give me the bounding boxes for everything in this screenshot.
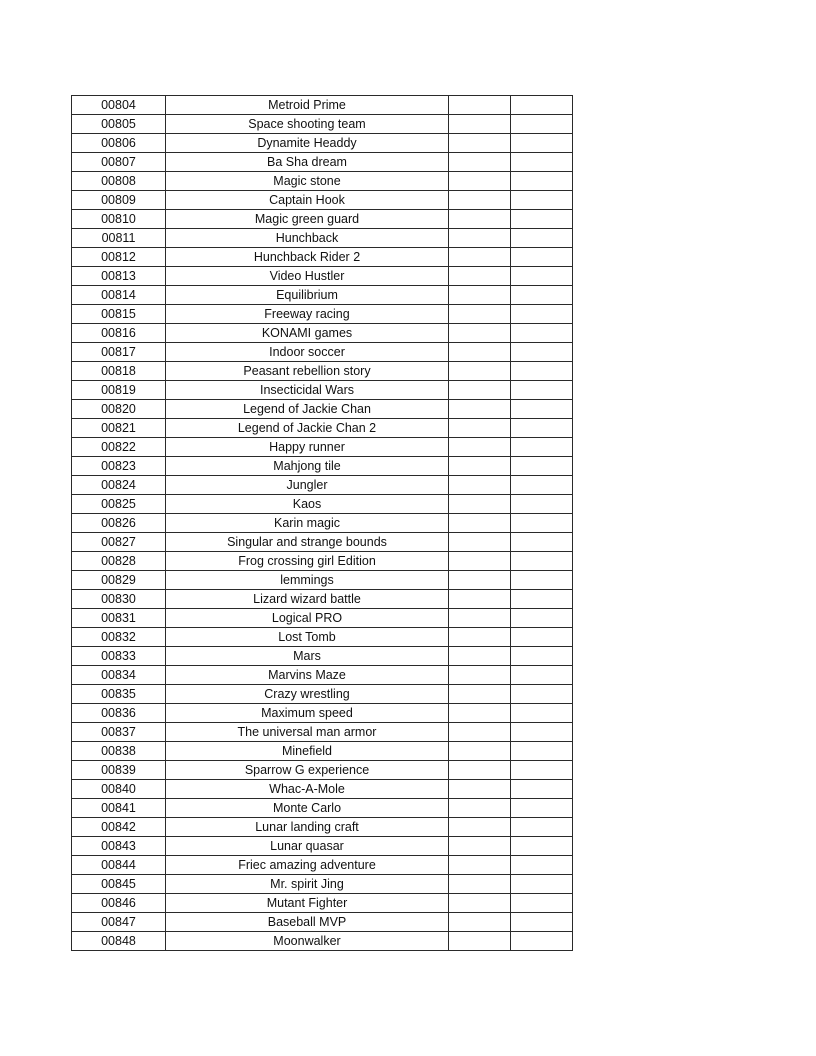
empty-cell xyxy=(511,590,573,609)
game-id-cell: 00845 xyxy=(72,875,166,894)
empty-cell xyxy=(511,932,573,951)
empty-cell xyxy=(449,818,511,837)
table-row xyxy=(72,153,573,172)
table-row xyxy=(72,856,573,875)
table-row xyxy=(72,381,573,400)
empty-cell xyxy=(449,96,511,115)
game-name-cell: Moonwalker xyxy=(166,932,449,951)
game-name-cell: Lunar landing craft xyxy=(166,818,449,837)
game-id-cell: 00826 xyxy=(72,514,166,533)
empty-cell xyxy=(511,913,573,932)
table-row xyxy=(72,685,573,704)
table-row xyxy=(72,837,573,856)
table-row xyxy=(72,514,573,533)
empty-cell xyxy=(449,780,511,799)
game-name-cell: Dynamite Headdy xyxy=(166,134,449,153)
game-id-cell: 00825 xyxy=(72,495,166,514)
table-row xyxy=(72,134,573,153)
empty-cell xyxy=(449,533,511,552)
table-row xyxy=(72,666,573,685)
empty-cell xyxy=(449,134,511,153)
game-name-cell: Maximum speed xyxy=(166,704,449,723)
game-name-cell: Monte Carlo xyxy=(166,799,449,818)
game-id-cell: 00844 xyxy=(72,856,166,875)
empty-cell xyxy=(449,305,511,324)
game-id-cell: 00805 xyxy=(72,115,166,134)
empty-cell xyxy=(511,818,573,837)
empty-cell xyxy=(449,875,511,894)
empty-cell xyxy=(511,704,573,723)
empty-cell xyxy=(449,742,511,761)
empty-cell xyxy=(449,514,511,533)
game-list-table xyxy=(71,95,573,951)
table-row xyxy=(72,210,573,229)
table-row xyxy=(72,533,573,552)
game-id-cell: 00836 xyxy=(72,704,166,723)
game-name-cell: Karin magic xyxy=(166,514,449,533)
empty-cell xyxy=(449,210,511,229)
empty-cell xyxy=(449,932,511,951)
empty-cell xyxy=(511,742,573,761)
empty-cell xyxy=(449,761,511,780)
empty-cell xyxy=(511,286,573,305)
empty-cell xyxy=(449,495,511,514)
empty-cell xyxy=(449,248,511,267)
table-row xyxy=(72,913,573,932)
empty-cell xyxy=(449,571,511,590)
empty-cell xyxy=(449,628,511,647)
game-id-cell: 00814 xyxy=(72,286,166,305)
game-id-cell: 00842 xyxy=(72,818,166,837)
empty-cell xyxy=(449,324,511,343)
game-name-cell: Insecticidal Wars xyxy=(166,381,449,400)
table-row xyxy=(72,894,573,913)
table-row xyxy=(72,875,573,894)
empty-cell xyxy=(511,438,573,457)
empty-cell xyxy=(511,533,573,552)
game-name-cell: Lizard wizard battle xyxy=(166,590,449,609)
game-name-cell: Space shooting team xyxy=(166,115,449,134)
empty-cell xyxy=(511,115,573,134)
game-name-cell: Logical PRO xyxy=(166,609,449,628)
game-id-cell: 00828 xyxy=(72,552,166,571)
empty-cell xyxy=(449,894,511,913)
empty-cell xyxy=(511,210,573,229)
empty-cell xyxy=(511,894,573,913)
game-name-cell: Mars xyxy=(166,647,449,666)
empty-cell xyxy=(511,628,573,647)
empty-cell xyxy=(449,723,511,742)
table-row xyxy=(72,305,573,324)
game-name-cell: Captain Hook xyxy=(166,191,449,210)
game-id-cell: 00841 xyxy=(72,799,166,818)
table-row xyxy=(72,400,573,419)
game-name-cell: Kaos xyxy=(166,495,449,514)
game-id-cell: 00813 xyxy=(72,267,166,286)
game-id-cell: 00823 xyxy=(72,457,166,476)
empty-cell xyxy=(511,381,573,400)
table-row xyxy=(72,267,573,286)
game-id-cell: 00843 xyxy=(72,837,166,856)
table-row xyxy=(72,723,573,742)
table-row xyxy=(72,172,573,191)
game-name-cell: Hunchback Rider 2 xyxy=(166,248,449,267)
empty-cell xyxy=(449,647,511,666)
game-id-cell: 00810 xyxy=(72,210,166,229)
empty-cell xyxy=(511,153,573,172)
table-row xyxy=(72,476,573,495)
game-name-cell: Mahjong tile xyxy=(166,457,449,476)
table-row xyxy=(72,571,573,590)
empty-cell xyxy=(449,685,511,704)
table-row xyxy=(72,647,573,666)
table-row xyxy=(72,286,573,305)
empty-cell xyxy=(449,476,511,495)
empty-cell xyxy=(449,267,511,286)
empty-cell xyxy=(511,457,573,476)
empty-cell xyxy=(511,723,573,742)
game-name-cell: Crazy wrestling xyxy=(166,685,449,704)
game-name-cell: Magic green guard xyxy=(166,210,449,229)
empty-cell xyxy=(511,191,573,210)
table-row xyxy=(72,419,573,438)
empty-cell xyxy=(511,780,573,799)
game-id-cell: 00820 xyxy=(72,400,166,419)
game-name-cell: Indoor soccer xyxy=(166,343,449,362)
game-id-cell: 00822 xyxy=(72,438,166,457)
game-name-cell: Lunar quasar xyxy=(166,837,449,856)
empty-cell xyxy=(511,305,573,324)
empty-cell xyxy=(511,609,573,628)
table-row xyxy=(72,96,573,115)
table-row xyxy=(72,761,573,780)
game-name-cell: The universal man armor xyxy=(166,723,449,742)
game-name-cell: Ba Sha dream xyxy=(166,153,449,172)
table-row xyxy=(72,704,573,723)
empty-cell xyxy=(449,286,511,305)
empty-cell xyxy=(449,799,511,818)
table-row xyxy=(72,590,573,609)
empty-cell xyxy=(511,324,573,343)
game-id-cell: 00830 xyxy=(72,590,166,609)
game-id-cell: 00847 xyxy=(72,913,166,932)
game-id-cell: 00815 xyxy=(72,305,166,324)
table-row xyxy=(72,552,573,571)
empty-cell xyxy=(449,837,511,856)
game-id-cell: 00840 xyxy=(72,780,166,799)
empty-cell xyxy=(449,438,511,457)
empty-cell xyxy=(511,685,573,704)
game-id-cell: 00824 xyxy=(72,476,166,495)
empty-cell xyxy=(449,191,511,210)
game-name-cell: Mr. spirit Jing xyxy=(166,875,449,894)
game-id-cell: 00837 xyxy=(72,723,166,742)
game-id-cell: 00829 xyxy=(72,571,166,590)
empty-cell xyxy=(511,647,573,666)
empty-cell xyxy=(511,229,573,248)
table-row xyxy=(72,799,573,818)
game-name-cell: Video Hustler xyxy=(166,267,449,286)
game-name-cell: Happy runner xyxy=(166,438,449,457)
game-id-cell: 00818 xyxy=(72,362,166,381)
game-id-cell: 00832 xyxy=(72,628,166,647)
empty-cell xyxy=(511,552,573,571)
table-row xyxy=(72,115,573,134)
empty-cell xyxy=(449,590,511,609)
empty-cell xyxy=(511,799,573,818)
game-name-cell: Baseball MVP xyxy=(166,913,449,932)
empty-cell xyxy=(449,913,511,932)
game-id-cell: 00811 xyxy=(72,229,166,248)
empty-cell xyxy=(511,856,573,875)
game-name-cell: Minefield xyxy=(166,742,449,761)
game-id-cell: 00808 xyxy=(72,172,166,191)
game-name-cell: Freeway racing xyxy=(166,305,449,324)
empty-cell xyxy=(511,419,573,438)
game-id-cell: 00834 xyxy=(72,666,166,685)
game-id-cell: 00821 xyxy=(72,419,166,438)
empty-cell xyxy=(511,343,573,362)
game-id-cell: 00833 xyxy=(72,647,166,666)
table-row xyxy=(72,229,573,248)
game-id-cell: 00817 xyxy=(72,343,166,362)
empty-cell xyxy=(449,381,511,400)
empty-cell xyxy=(511,172,573,191)
empty-cell xyxy=(449,457,511,476)
empty-cell xyxy=(511,267,573,286)
game-id-cell: 00804 xyxy=(72,96,166,115)
empty-cell xyxy=(511,362,573,381)
empty-cell xyxy=(511,837,573,856)
game-name-cell: Peasant rebellion story xyxy=(166,362,449,381)
game-id-cell: 00827 xyxy=(72,533,166,552)
empty-cell xyxy=(449,704,511,723)
table-row xyxy=(72,438,573,457)
table-row xyxy=(72,742,573,761)
game-id-cell: 00839 xyxy=(72,761,166,780)
empty-cell xyxy=(511,514,573,533)
game-id-cell: 00819 xyxy=(72,381,166,400)
game-name-cell: Equilibrium xyxy=(166,286,449,305)
empty-cell xyxy=(511,476,573,495)
game-name-cell: Singular and strange bounds xyxy=(166,533,449,552)
table-row xyxy=(72,609,573,628)
table-row xyxy=(72,628,573,647)
game-id-cell: 00846 xyxy=(72,894,166,913)
empty-cell xyxy=(449,609,511,628)
empty-cell xyxy=(511,248,573,267)
empty-cell xyxy=(449,362,511,381)
table-row xyxy=(72,343,573,362)
game-id-cell: 00807 xyxy=(72,153,166,172)
table-row xyxy=(72,191,573,210)
table-row xyxy=(72,248,573,267)
game-id-cell: 00806 xyxy=(72,134,166,153)
game-name-cell: Marvins Maze xyxy=(166,666,449,685)
game-name-cell: Magic stone xyxy=(166,172,449,191)
empty-cell xyxy=(449,229,511,248)
game-list-body xyxy=(72,96,573,951)
game-name-cell: Metroid Prime xyxy=(166,96,449,115)
empty-cell xyxy=(449,115,511,134)
game-name-cell: KONAMI games xyxy=(166,324,449,343)
table-row xyxy=(72,932,573,951)
empty-cell xyxy=(511,96,573,115)
game-id-cell: 00816 xyxy=(72,324,166,343)
empty-cell xyxy=(449,856,511,875)
empty-cell xyxy=(511,400,573,419)
empty-cell xyxy=(511,571,573,590)
empty-cell xyxy=(449,666,511,685)
table-row xyxy=(72,818,573,837)
game-id-cell: 00838 xyxy=(72,742,166,761)
empty-cell xyxy=(449,153,511,172)
game-name-cell: Legend of Jackie Chan xyxy=(166,400,449,419)
game-name-cell: Legend of Jackie Chan 2 xyxy=(166,419,449,438)
game-id-cell: 00835 xyxy=(72,685,166,704)
game-name-cell: Sparrow G experience xyxy=(166,761,449,780)
empty-cell xyxy=(449,172,511,191)
empty-cell xyxy=(511,666,573,685)
game-name-cell: Jungler xyxy=(166,476,449,495)
game-id-cell: 00812 xyxy=(72,248,166,267)
game-name-cell: lemmings xyxy=(166,571,449,590)
empty-cell xyxy=(511,495,573,514)
game-id-cell: 00831 xyxy=(72,609,166,628)
game-name-cell: Hunchback xyxy=(166,229,449,248)
game-id-cell: 00809 xyxy=(72,191,166,210)
empty-cell xyxy=(511,134,573,153)
game-name-cell: Frog crossing girl Edition xyxy=(166,552,449,571)
empty-cell xyxy=(511,875,573,894)
empty-cell xyxy=(449,552,511,571)
table-row xyxy=(72,495,573,514)
table-row xyxy=(72,780,573,799)
game-name-cell: Whac-A-Mole xyxy=(166,780,449,799)
game-id-cell: 00848 xyxy=(72,932,166,951)
empty-cell xyxy=(511,761,573,780)
table-row xyxy=(72,362,573,381)
game-name-cell: Lost Tomb xyxy=(166,628,449,647)
game-name-cell: Mutant Fighter xyxy=(166,894,449,913)
game-name-cell: Friec amazing adventure xyxy=(166,856,449,875)
empty-cell xyxy=(449,419,511,438)
empty-cell xyxy=(449,343,511,362)
table-row xyxy=(72,324,573,343)
empty-cell xyxy=(449,400,511,419)
table-row xyxy=(72,457,573,476)
